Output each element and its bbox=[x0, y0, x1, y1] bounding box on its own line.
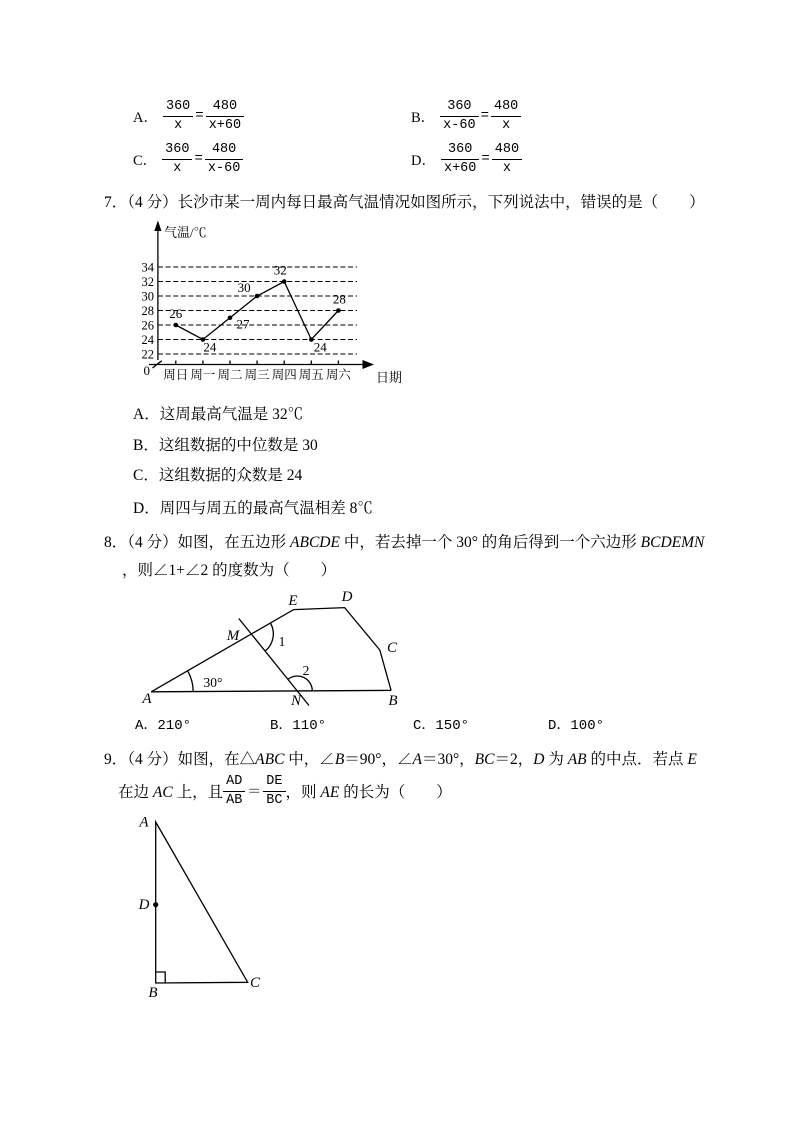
stem-text: 的长为（ ） bbox=[339, 784, 452, 801]
q7-option-b: B．这组数据的中位数是 30 bbox=[133, 437, 318, 454]
y-tick-label: 30 bbox=[141, 289, 154, 304]
chart-axes bbox=[141, 221, 403, 386]
data-point-label: 26 bbox=[169, 306, 183, 321]
vertex-label-A: A bbox=[142, 691, 152, 707]
q7-stem: 7．（4 分）长沙市某一周内每日最高气温情况如图所示，下列说法中，错误的是（ ） bbox=[104, 194, 705, 211]
vertex-label-B: B bbox=[388, 693, 398, 709]
y-tick-label: 34 bbox=[141, 260, 154, 275]
q8-stem-line2 bbox=[122, 561, 336, 581]
x-tick-label: 周日 bbox=[163, 368, 189, 382]
fraction-denominator: x-60 bbox=[207, 160, 241, 176]
equals-sign: = bbox=[194, 151, 203, 167]
data-point bbox=[336, 308, 341, 313]
right-angle-mark bbox=[156, 972, 166, 983]
point-label-D: D bbox=[138, 897, 150, 913]
q7-option-a: A．这周最高气温是 32℃ bbox=[133, 406, 304, 423]
q6-option-d bbox=[411, 138, 522, 180]
angle-1-label: 1 bbox=[278, 634, 286, 649]
option-label: D． bbox=[411, 152, 436, 169]
math-italic-text: A bbox=[412, 751, 422, 768]
fraction bbox=[441, 141, 479, 177]
y-tick-label: 26 bbox=[141, 318, 154, 333]
equals-sign: = bbox=[480, 108, 489, 124]
y-tick-label: 24 bbox=[141, 333, 154, 347]
fraction bbox=[163, 98, 193, 134]
math-italic-text: BC bbox=[474, 751, 495, 768]
option-label: A． bbox=[133, 109, 158, 126]
fraction-numerator: 480 bbox=[492, 141, 522, 160]
vertex-label-C: C bbox=[249, 975, 261, 991]
math-italic-text: ABC bbox=[255, 751, 285, 768]
y-tick-label: 32 bbox=[141, 275, 154, 289]
q8-option-d: D．100° bbox=[548, 718, 605, 734]
fraction-numerator: DE bbox=[263, 773, 285, 792]
y-tick-label: 28 bbox=[141, 304, 154, 318]
fraction-numerator: 480 bbox=[206, 98, 244, 117]
data-point-label: 24 bbox=[313, 339, 327, 355]
stem-text: ＝90°，∠ bbox=[344, 751, 413, 768]
stem-text: ，则 bbox=[285, 784, 321, 801]
stem-text: ＝2， bbox=[494, 751, 534, 768]
vertex-label-E: E bbox=[288, 593, 298, 609]
fraction-denominator: x bbox=[502, 160, 511, 176]
q9-line2-text-a bbox=[118, 780, 223, 802]
fraction-denominator: x-60 bbox=[443, 117, 476, 133]
fraction-numerator: 480 bbox=[491, 98, 521, 117]
fraction-numerator: 360 bbox=[162, 141, 192, 160]
fraction-denominator: BC bbox=[266, 792, 283, 808]
fraction-numerator: 360 bbox=[163, 98, 193, 117]
vertex-label-M: M bbox=[226, 628, 240, 644]
y-tick-label: 22 bbox=[141, 347, 154, 362]
q8-option-c: C．150° bbox=[413, 718, 470, 734]
x-axis-arrow bbox=[363, 360, 375, 369]
stem-text: 中，若去掉一个 30° 的角后得到一个六边形 bbox=[339, 534, 641, 551]
fraction-numerator: 360 bbox=[440, 98, 478, 117]
data-point bbox=[228, 315, 233, 320]
angle-2-label: 2 bbox=[302, 663, 310, 678]
fraction-denominator: AB bbox=[226, 792, 243, 808]
vertex-label-B: B bbox=[148, 985, 158, 1001]
point-D-dot bbox=[153, 902, 158, 907]
vertex-label-C: C bbox=[386, 640, 398, 656]
fraction bbox=[263, 773, 285, 809]
q6-option-b bbox=[411, 95, 521, 137]
fraction-denominator: x bbox=[174, 117, 183, 133]
data-point-label: 30 bbox=[237, 280, 251, 295]
data-point-label: 28 bbox=[332, 291, 346, 307]
equals-sign: = bbox=[195, 108, 204, 124]
chart-series bbox=[169, 263, 346, 355]
fraction-numerator: 480 bbox=[205, 141, 243, 160]
q7-option-d: D．周四与周五的最高气温相差 8℃ bbox=[133, 500, 373, 517]
right-triangle-figure bbox=[120, 808, 280, 1008]
x-axis-title: 日期 bbox=[376, 370, 403, 385]
stem-text: ，则∠1+∠2 的度数为（ ） bbox=[122, 562, 337, 579]
data-point-label: 24 bbox=[203, 339, 217, 355]
fraction bbox=[492, 141, 522, 177]
x-tick-label: 周二 bbox=[217, 368, 243, 382]
q9-line2-text-b bbox=[286, 780, 452, 802]
fraction-denominator: x bbox=[502, 117, 511, 133]
stem-text: 在边 bbox=[118, 784, 153, 801]
math-italic-text: AE bbox=[320, 784, 340, 801]
equals-sign: ＝ bbox=[247, 785, 262, 800]
equals-sign: = bbox=[481, 151, 490, 167]
x-tick-label: 周四 bbox=[271, 368, 297, 382]
fraction bbox=[205, 141, 243, 177]
y-axis-arrow bbox=[154, 221, 161, 232]
math-italic-text: D bbox=[533, 751, 545, 768]
stem-text: 9．（4 分）如图，在△ bbox=[104, 751, 256, 768]
stem-text: ＝30°， bbox=[421, 751, 475, 768]
x-tick-label: 周五 bbox=[298, 368, 324, 382]
math-italic-text: B bbox=[334, 751, 345, 768]
stem-text: 的中点．若点 bbox=[586, 751, 688, 768]
fraction bbox=[223, 773, 245, 809]
fraction-numerator: AD bbox=[223, 773, 245, 792]
q8-option-b: B．110° bbox=[270, 718, 327, 734]
q6-option-a bbox=[133, 95, 244, 137]
q8-option-a: A．210° bbox=[135, 718, 192, 734]
stem-text: 中，∠ bbox=[284, 751, 335, 768]
q7-option-c: C．这组数据的众数是 24 bbox=[133, 467, 303, 484]
q9-stem-line1 bbox=[104, 750, 697, 770]
math-italic-text: BCDEMN bbox=[640, 534, 705, 551]
fraction-denominator: x bbox=[173, 160, 182, 176]
pentagon-figure bbox=[130, 585, 410, 713]
stem-text: 8．（4 分）如图，在五边形 bbox=[104, 534, 291, 551]
x-tick-label: 周三 bbox=[244, 368, 270, 382]
origin-label: 0 bbox=[143, 363, 150, 378]
fraction bbox=[206, 98, 244, 134]
q8-stem-line1 bbox=[104, 533, 704, 553]
math-italic-text: AB bbox=[567, 751, 587, 768]
vertex-label-D: D bbox=[341, 589, 353, 605]
vertex-label-N: N bbox=[290, 693, 302, 709]
fraction-denominator: x+60 bbox=[208, 117, 242, 133]
x-tick-label: 周六 bbox=[325, 368, 351, 382]
data-point bbox=[255, 294, 260, 299]
triangle-ABC bbox=[156, 822, 248, 983]
polygon-AEDCB bbox=[151, 608, 391, 692]
fraction bbox=[162, 141, 192, 177]
math-italic-text: E bbox=[687, 751, 697, 768]
fraction bbox=[491, 98, 521, 134]
y-axis-title: 气温/℃ bbox=[164, 225, 207, 240]
option-label: C． bbox=[133, 152, 158, 169]
fraction bbox=[440, 98, 478, 134]
data-point-label: 27 bbox=[236, 316, 250, 332]
vertex-label-A: A bbox=[139, 814, 149, 831]
option-label: B． bbox=[411, 109, 436, 126]
data-point-label: 32 bbox=[273, 262, 287, 278]
angle-arc-A bbox=[188, 671, 194, 692]
temperature-line-chart bbox=[120, 220, 410, 398]
stem-text: 上，且 bbox=[172, 784, 224, 801]
stem-text: 为 bbox=[544, 751, 568, 768]
q6-option-c bbox=[133, 138, 243, 180]
fraction-denominator: x+60 bbox=[443, 160, 477, 176]
angle-arc-1 bbox=[265, 623, 273, 651]
fraction-numerator: 360 bbox=[441, 141, 479, 160]
segment-AB bbox=[151, 690, 391, 691]
data-point bbox=[282, 279, 287, 284]
angle-30-label: 30° bbox=[203, 675, 223, 690]
x-tick-label: 周一 bbox=[190, 368, 216, 382]
q9-stem-line2 bbox=[118, 773, 452, 809]
data-point bbox=[174, 323, 179, 328]
math-italic-text: ABCDE bbox=[290, 534, 340, 551]
math-italic-text: AC bbox=[152, 784, 173, 801]
